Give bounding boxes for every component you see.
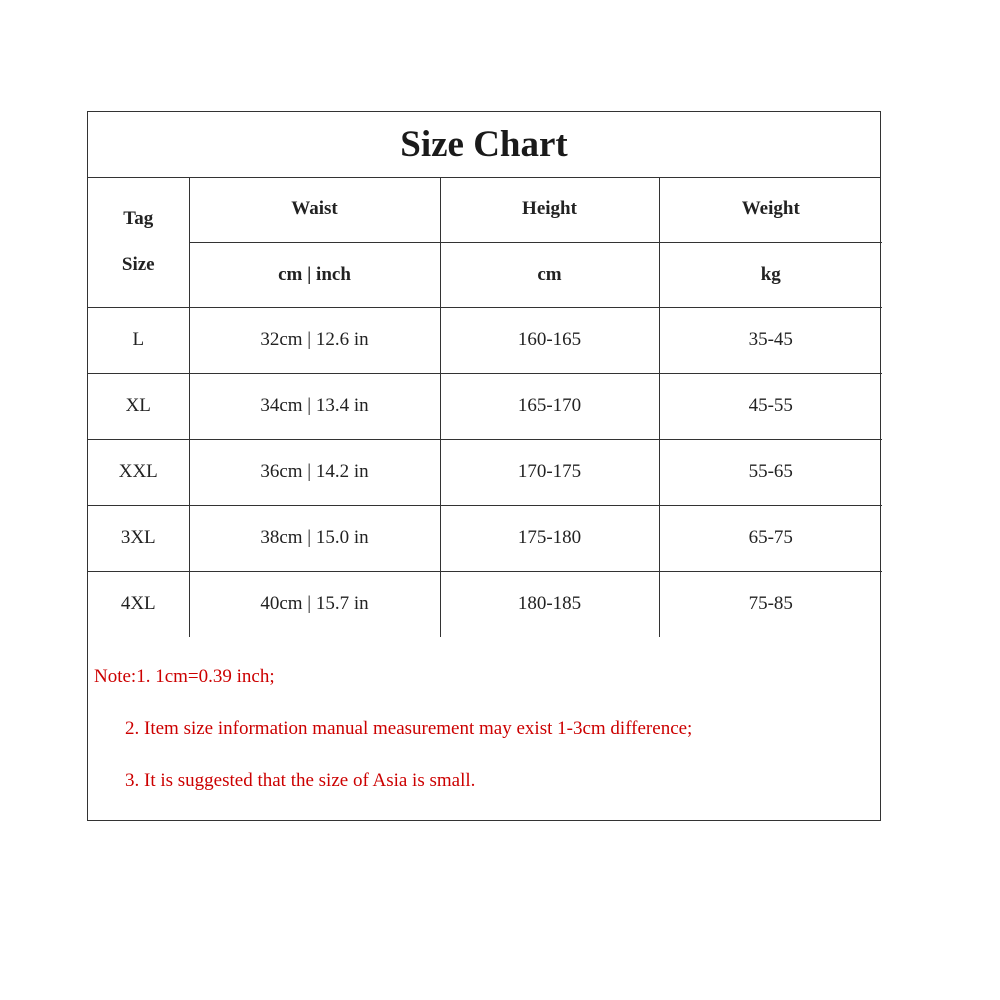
cell-size: L (88, 307, 189, 373)
header-weight: Weight (659, 177, 882, 242)
cell-weight: 55-65 (659, 439, 882, 505)
cell-waist: 36cm | 14.2 in (189, 439, 440, 505)
note-line: Note:1. 1cm=0.39 inch; (94, 666, 275, 687)
header-size-label: Size (121, 253, 155, 275)
header-height: Height (440, 177, 659, 242)
cell-size: XL (88, 373, 189, 439)
cell-weight: 35-45 (659, 307, 882, 373)
cell-waist: 32cm | 12.6 in (189, 307, 440, 373)
cell-height: 165-170 (440, 373, 659, 439)
header-tag-size (88, 177, 189, 307)
unit-row (88, 242, 882, 307)
cell-weight: 65-75 (659, 505, 882, 571)
chart-title: Size Chart (88, 112, 880, 178)
header-tag-label: Tag (123, 207, 154, 229)
note-line: 3. It is suggested that the size of Asia is small. (125, 770, 476, 791)
unit-height: cm (440, 242, 659, 307)
cell-size: 4XL (88, 571, 189, 637)
size-chart (87, 111, 881, 821)
unit-waist: cm | inch (189, 242, 440, 307)
header-row (88, 177, 882, 242)
cell-waist: 40cm | 15.7 in (189, 571, 440, 637)
table-row (88, 307, 882, 373)
cell-height: 175-180 (440, 505, 659, 571)
cell-weight: 75-85 (659, 571, 882, 637)
cell-height: 170-175 (440, 439, 659, 505)
note-line: 2. Item size information manual measurement may exist 1-3cm difference; (125, 718, 693, 739)
unit-weight: kg (659, 242, 882, 307)
size-table (88, 177, 882, 637)
cell-height: 160-165 (440, 307, 659, 373)
header-waist: Waist (189, 177, 440, 242)
cell-size: 3XL (88, 505, 189, 571)
table-row (88, 505, 882, 571)
table-row (88, 373, 882, 439)
table-row (88, 571, 882, 637)
cell-size: XXL (88, 439, 189, 505)
notes-section (88, 639, 880, 821)
cell-waist: 38cm | 15.0 in (189, 505, 440, 571)
cell-waist: 34cm | 13.4 in (189, 373, 440, 439)
table-row (88, 439, 882, 505)
cell-weight: 45-55 (659, 373, 882, 439)
cell-height: 180-185 (440, 571, 659, 637)
